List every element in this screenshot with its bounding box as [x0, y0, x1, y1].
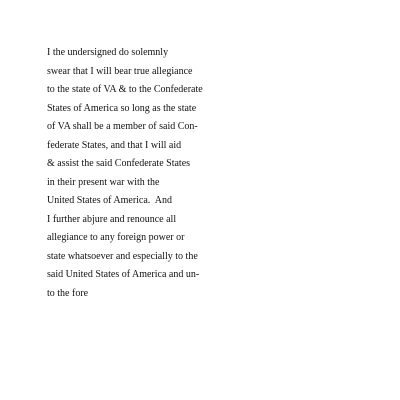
text-line-4: States of America so long as the state: [47, 102, 197, 114]
text-line-6: federate States, and that I will aid: [47, 139, 182, 151]
text-line-9: United States of America. And: [47, 195, 172, 206]
text-line-1: I the undersigned do solemnly: [47, 47, 169, 58]
text-line-14: to the fore: [47, 287, 89, 299]
text-line-7: & assist the said Confederate States: [47, 158, 191, 169]
text-line-12: state whatsoever and especially to the: [47, 250, 198, 262]
oath-text: [47, 44, 367, 303]
text-line-13: said United States of America and un-: [47, 269, 200, 280]
text-line-5: of VA shall be a member of said Con-: [47, 121, 198, 132]
text-line-11: allegiance to any foreign power or: [47, 232, 185, 243]
text-line-2: swear that I will bear true allegiance: [47, 65, 193, 77]
text-line-10: I further abjure and renounce all: [47, 213, 177, 225]
text-line-3: to the state of VA & to the Confederate: [47, 84, 203, 95]
text-line-8: in their present war with the: [47, 176, 160, 188]
